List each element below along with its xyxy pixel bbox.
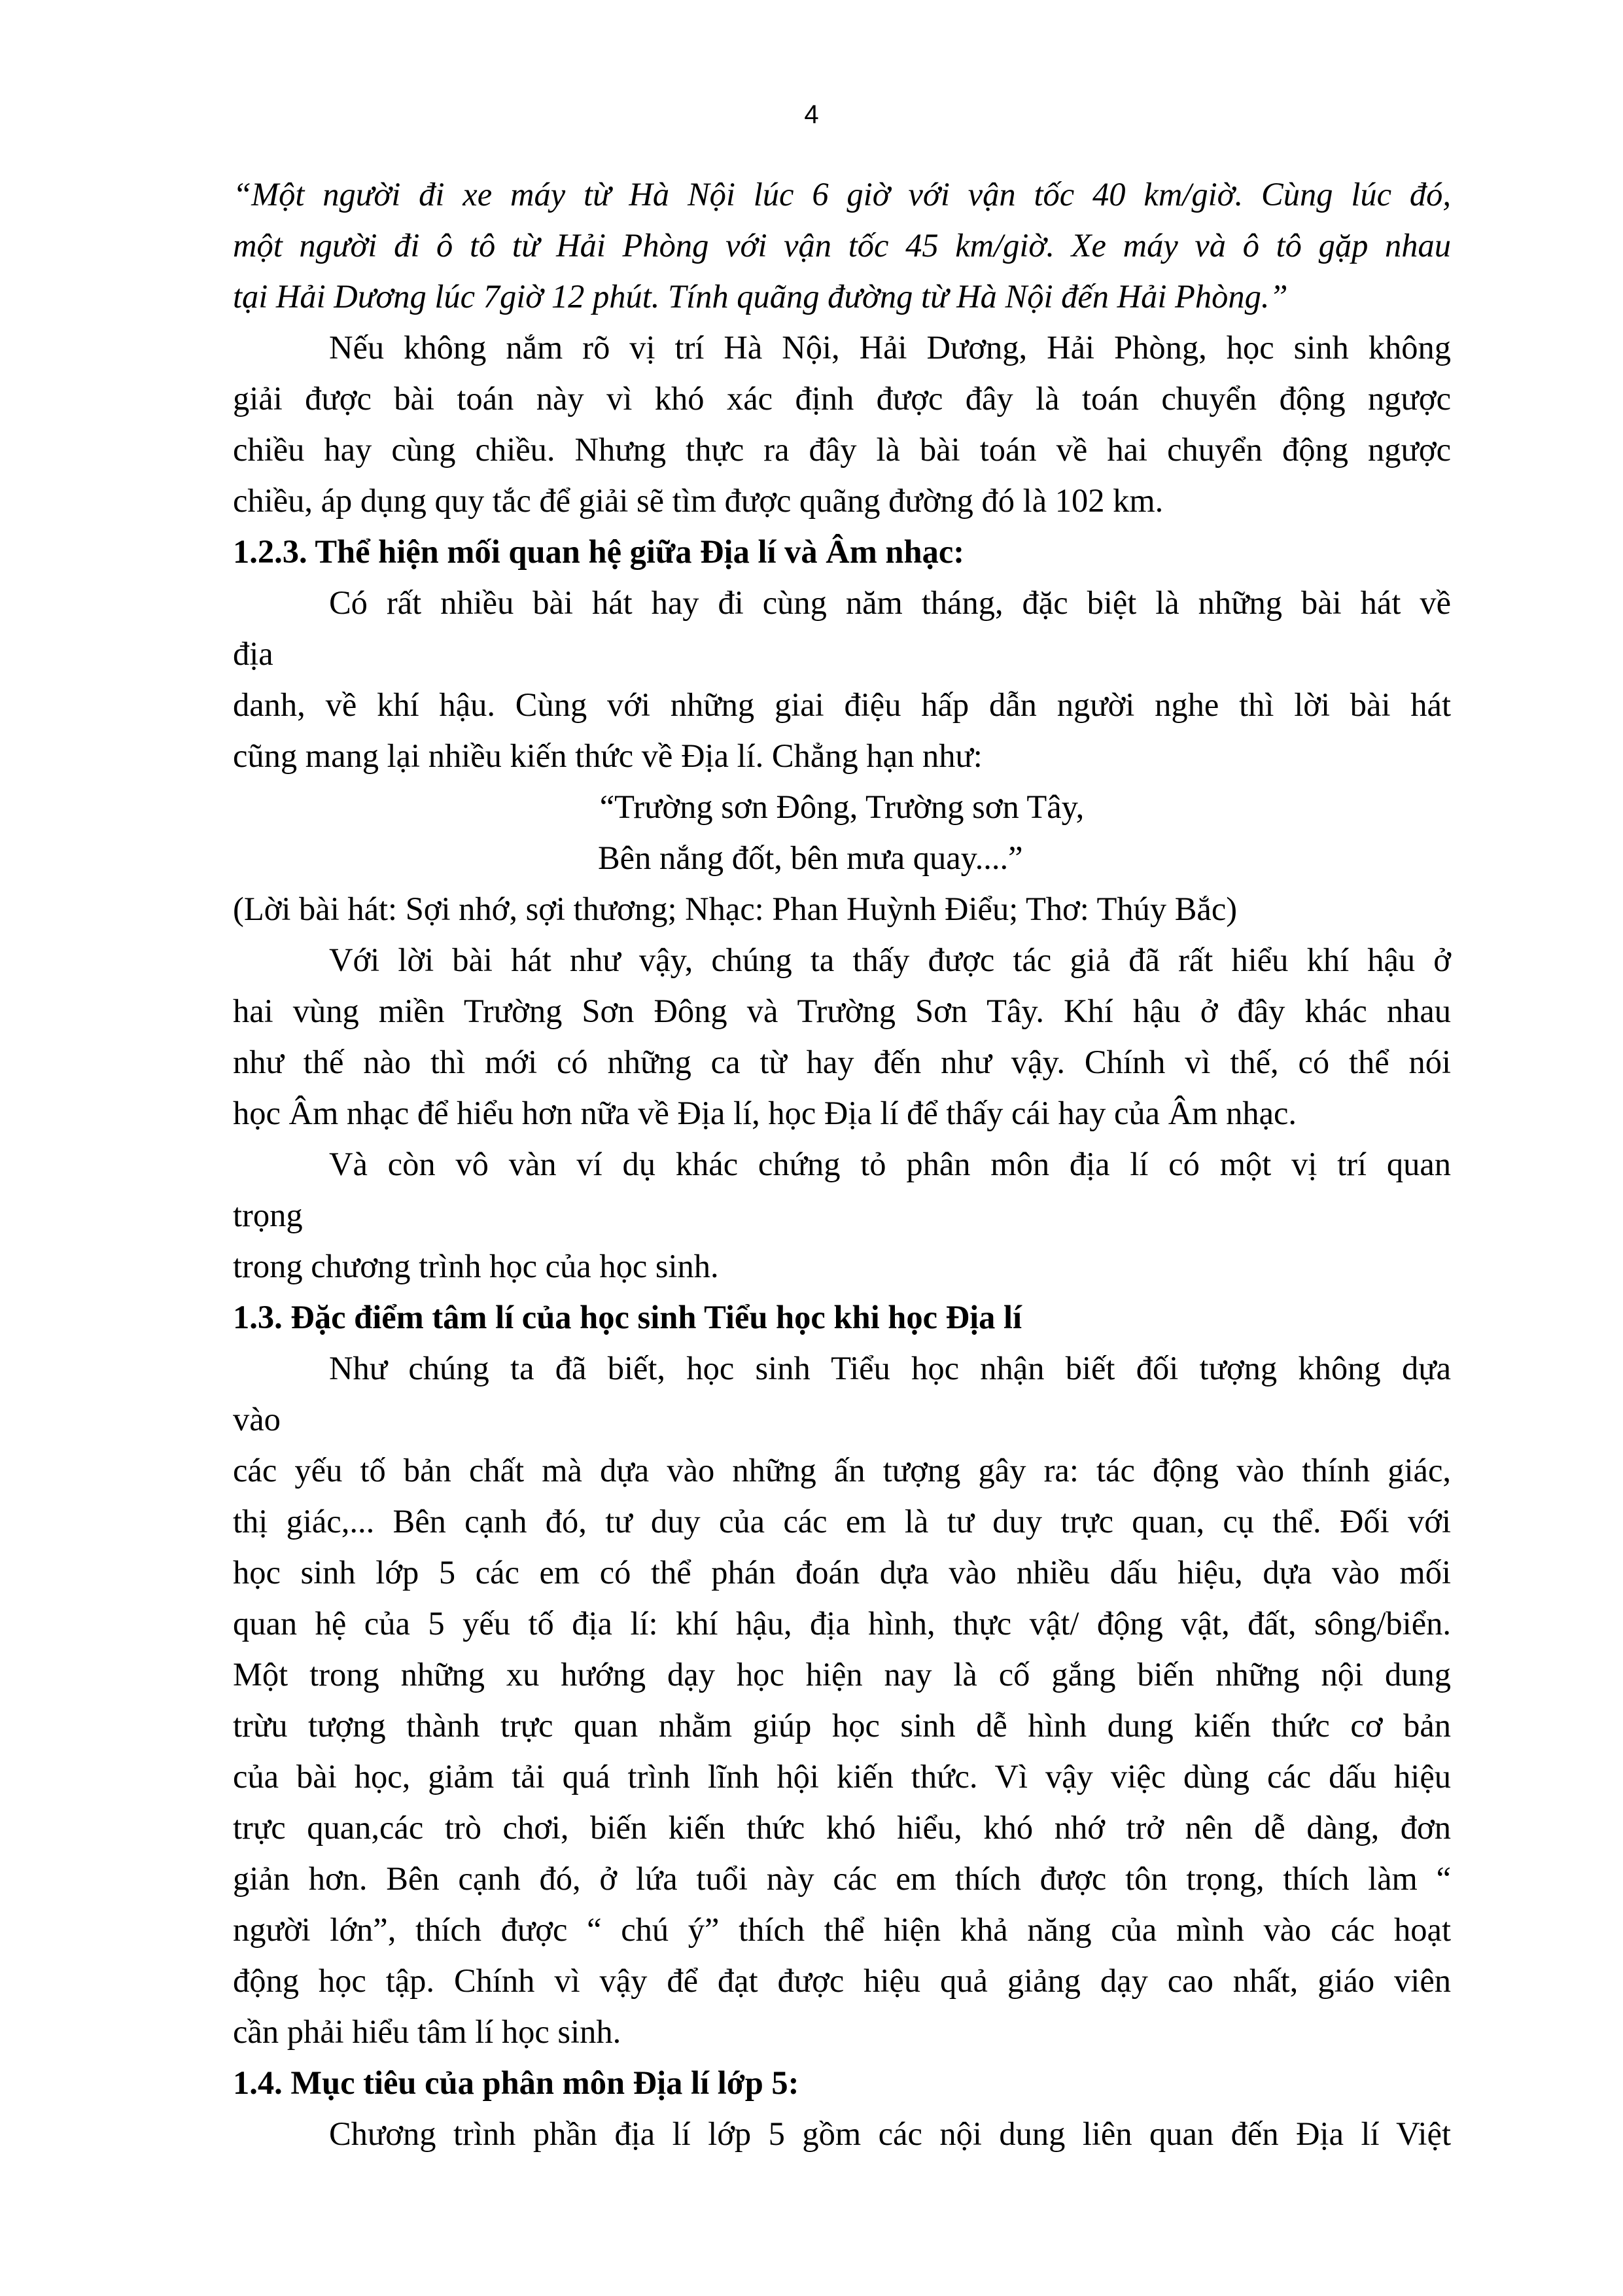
song-credit: (Lời bài hát: Sợi nhớ, sợi thương; Nhạc: Phan Huỳnh Điểu; Thơ: Thúy Bắc) (233, 891, 1238, 927)
paragraph-line: động học tập. Chính vì vậy để đạt được hiệu quả giảng dạy cao nhất, giáo viên (233, 1962, 1451, 1999)
paragraph-line: trọng (233, 1197, 303, 1233)
paragraph-line: Nếu không nắm rõ vị trí Hà Nội, Hải Dương, Hải Phòng, học sinh không (329, 329, 1451, 366)
paragraph-line: danh, về khí hậu. Cùng với những giai điệu hấp dẫn người nghe thì lời bài hát (233, 686, 1451, 723)
paragraph-line: trực quan,các trò chơi, biến kiến thức khó hiểu, khó nhớ trở nên dễ dàng, đơn (233, 1809, 1451, 1846)
paragraph-line: cần phải hiểu tâm lí học sinh. (233, 2013, 621, 2050)
section-heading-1-3: 1.3. Đặc điểm tâm lí của học sinh Tiểu học khi học Địa lí (233, 1299, 1022, 1335)
page-number: 4 (804, 100, 819, 129)
paragraph-line: vào (233, 1401, 281, 1438)
paragraph-line: quan hệ của 5 yếu tố địa lí: khí hậu, địa hình, thực vật/ động vật, đất, sông/biển. (233, 1605, 1451, 1642)
problem-quote-line-2: một người đi ô tô từ Hải Phòng với vận tốc 45 km/giờ. Xe máy và ô tô gặp nhau (233, 227, 1451, 264)
paragraph-line: địa (233, 635, 273, 672)
paragraph-line: Với lời bài hát như vậy, chúng ta thấy được tác giả đã rất hiểu khí hậu ở (329, 942, 1451, 978)
paragraph-line: thị giác,... Bên cạnh đó, tư duy của các em là tư duy trực quan, cụ thể. Đối với (233, 1503, 1451, 1540)
paragraph-line: chiều hay cùng chiều. Nhưng thực ra đây là bài toán về hai chuyển động ngược (233, 431, 1451, 468)
song-lyric-line-1: “Trường sơn Đông, Trường sơn Tây, (599, 788, 1085, 825)
paragraph-line: học Âm nhạc để hiểu hơn nữa về Địa lí, học Địa lí để thấy cái hay của Âm nhạc. (233, 1095, 1297, 1131)
song-lyric-line-2: Bên nắng đốt, bên mưa quay....” (598, 839, 1023, 876)
section-heading-1-2-3: 1.2.3. Thể hiện mối quan hệ giữa Địa lí và Âm nhạc: (233, 533, 965, 570)
paragraph-line: như thế nào thì mới có những ca từ hay đến như vậy. Chính vì thế, có thể nói (233, 1044, 1451, 1080)
paragraph-line: giản hơn. Bên cạnh đó, ở lứa tuổi này các em thích được tôn trọng, thích làm “ (233, 1860, 1451, 1897)
problem-quote-line-1: “Một người đi xe máy từ Hà Nội lúc 6 giờ với vận tốc 40 km/giờ. Cùng lúc đó, (233, 176, 1451, 213)
paragraph-line: Một trong những xu hướng dạy học hiện nay là cố gắng biến những nội dung (233, 1656, 1451, 1693)
paragraph-line: các yếu tố bản chất mà dựa vào những ấn tượng gây ra: tác động vào thính giác, (233, 1452, 1451, 1489)
paragraph-line: Và còn vô vàn ví dụ khác chứng tỏ phân môn địa lí có một vị trí quan (329, 1146, 1451, 1182)
paragraph-line: Chương trình phần địa lí lớp 5 gồm các nội dung liên quan đến Địa lí Việt (329, 2115, 1451, 2152)
section-heading-1-4: 1.4. Mục tiêu của phân môn Địa lí lớp 5: (233, 2064, 799, 2101)
paragraph-line: người lớn”, thích được “ chú ý” thích thể hiện khả năng của mình vào các hoạt (233, 1911, 1451, 1948)
paragraph-line: hai vùng miền Trường Sơn Đông và Trường Sơn Tây. Khí hậu ở đây khác nhau (233, 993, 1451, 1029)
paragraph-line: chiều, áp dụng quy tắc để giải sẽ tìm được quãng đường đó là 102 km. (233, 482, 1164, 519)
problem-quote-line-3: tại Hải Dương lúc 7giờ 12 phút. Tính quãng đường từ Hà Nội đến Hải Phòng.” (233, 278, 1288, 315)
paragraph-line: cũng mang lại nhiều kiến thức về Địa lí. Chẳng hạn như: (233, 737, 983, 774)
paragraph-line: Như chúng ta đã biết, học sinh Tiểu học nhận biết đối tượng không dựa (329, 1350, 1451, 1386)
paragraph-line: giải được bài toán này vì khó xác định được đây là toán chuyển động ngược (233, 380, 1451, 417)
paragraph-line: trong chương trình học của học sinh. (233, 1248, 719, 1284)
paragraph-line: Có rất nhiều bài hát hay đi cùng năm tháng, đặc biệt là những bài hát về (329, 584, 1451, 621)
paragraph-line: trừu tượng thành trực quan nhằm giúp học sinh dễ hình dung kiến thức cơ bản (233, 1707, 1451, 1744)
paragraph-line: học sinh lớp 5 các em có thể phán đoán dựa vào nhiều dấu hiệu, dựa vào mối (233, 1554, 1451, 1591)
paragraph-line: của bài học, giảm tải quá trình lĩnh hội kiến thức. Vì vậy việc dùng các dấu hiệu (233, 1758, 1451, 1795)
